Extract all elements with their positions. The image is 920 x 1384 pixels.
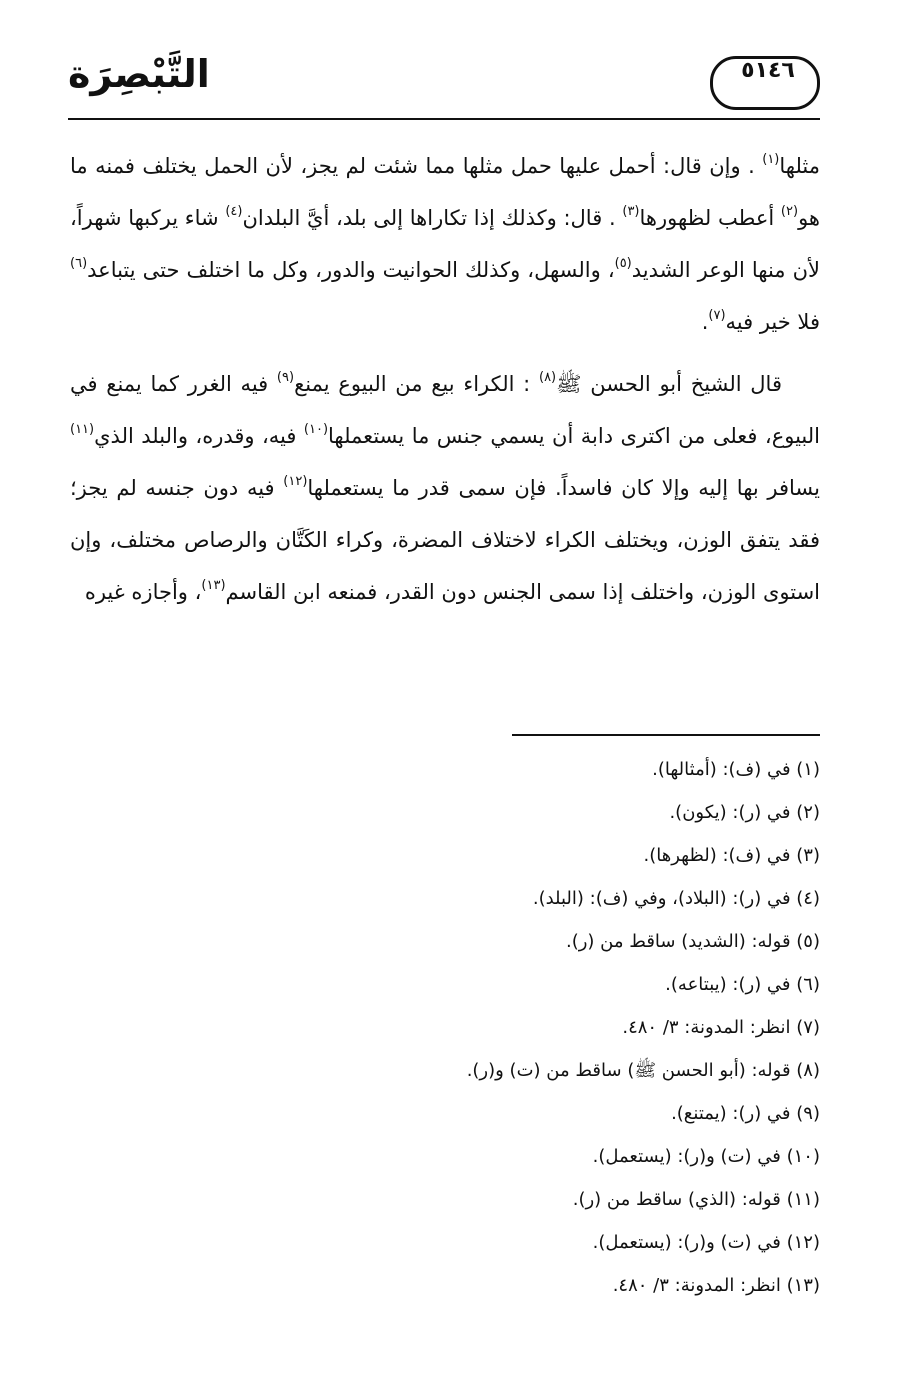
text-run: فلا خير فيه (725, 310, 820, 334)
text-run: فيه الغرر كما يمنع في البيوع، فعلى من اكترى دابة أن يسمي جنس ما يستعملها (70, 372, 820, 448)
paragraph-1 (70, 140, 820, 348)
footnote-ref: (١٣) (201, 578, 226, 593)
page-header (68, 52, 820, 114)
footnote-separator (512, 734, 820, 736)
footnote-ref: (١١) (70, 422, 95, 437)
footnote: (٤) في (ر): (البلاد)، وفي (ف): (البلد). (532, 888, 820, 909)
text-run: ، وأجازه غيره (84, 580, 202, 604)
text-run: . وإن قال: أحمل عليها حمل مثلها مما شئت لم يجز، لأن الحمل يختلف فمنه ما هو (70, 154, 820, 230)
text-run: أعطب لظهورها (639, 206, 781, 230)
footnote-ref: (٥) (614, 256, 632, 271)
footnote-ref: (٢) (780, 204, 799, 219)
header-rule (68, 118, 820, 120)
footnote-ref: (٩) (276, 370, 295, 385)
page-number: ٥١٤٦ (741, 58, 795, 83)
text-run: شاء يركبها شهراً، لأن منها الوعر الشديد (70, 206, 820, 282)
text-run: . قال: وكذلك إذا تكاراها إلى بلد، أيَّ البلدان (242, 206, 623, 230)
text-run: ، والسهل، وكذلك الحوانيت والدور، وكل ما اختلف حتى يتباعد (87, 258, 615, 282)
footnote: (١) في (ف): (أمثالها). (652, 759, 820, 780)
footnote-ref: (٤) (225, 204, 243, 219)
text-run: . (701, 310, 709, 334)
book-title: التَّبْصِرَة (68, 52, 210, 96)
text-run: مثلها (779, 154, 820, 178)
footnote-ref: (٣) (622, 204, 640, 219)
text-run: فيه دون جنسه لم يجز؛ فقد يتفق الوزن، ويختلف الكراء لاختلاف المضرة، وكراء الكَتَّان والرصاص مختلف، وإن استوى الوزن، واختلف إذا سمى الجنس دون القدر، فمنعه ابن القاسم (70, 476, 820, 604)
text-run: فيه، وقدره، والبلد الذي (94, 424, 304, 448)
main-text (70, 140, 820, 618)
footnote: (٩) في (ر): (يمتنع). (671, 1103, 820, 1124)
footnote-ref: (١٢) (283, 474, 308, 489)
footnote-ref: (٨) (538, 370, 557, 385)
footnote-ref: (١٠) (303, 422, 329, 437)
footnote: (٨) قوله: (أبو الحسن ﷺ) ساقط من (ت) و(ر). (466, 1060, 820, 1081)
footnote: (٥) قوله: (الشديد) ساقط من (ر). (566, 931, 820, 952)
footnote: (١٢) في (ت) و(ر): (يستعمل). (592, 1232, 820, 1253)
footnote: (٣) في (ف): (لظهرها). (643, 845, 820, 866)
footnotes (100, 748, 820, 1307)
footnote-ref: (١) (762, 152, 780, 167)
text-run: قال الشيخ أبو الحسن ﷺ (556, 372, 782, 396)
footnote-ref: (٧) (708, 308, 726, 323)
footnote: (٧) انظر: المدونة: ٣/ ٤٨٠. (622, 1017, 820, 1038)
text-run: يسافر بها إليه وإلا كان فاسداً. فإن سمى قدر ما يستعملها (307, 476, 821, 500)
text-run: : الكراء بيع من البيوع يمنع (294, 372, 539, 396)
paragraph-2 (70, 358, 820, 618)
footnote: (١٠) في (ت) و(ر): (يستعمل). (592, 1146, 820, 1167)
footnote: (٦) في (ر): (يبتاعه). (665, 974, 820, 995)
footnote: (٢) في (ر): (يكون). (669, 802, 820, 823)
footnote-ref: (٦) (70, 256, 88, 271)
footnote: (١١) قوله: (الذي) ساقط من (ر). (572, 1189, 820, 1210)
footnote: (١٣) انظر: المدونة: ٣/ ٤٨٠. (612, 1275, 820, 1296)
